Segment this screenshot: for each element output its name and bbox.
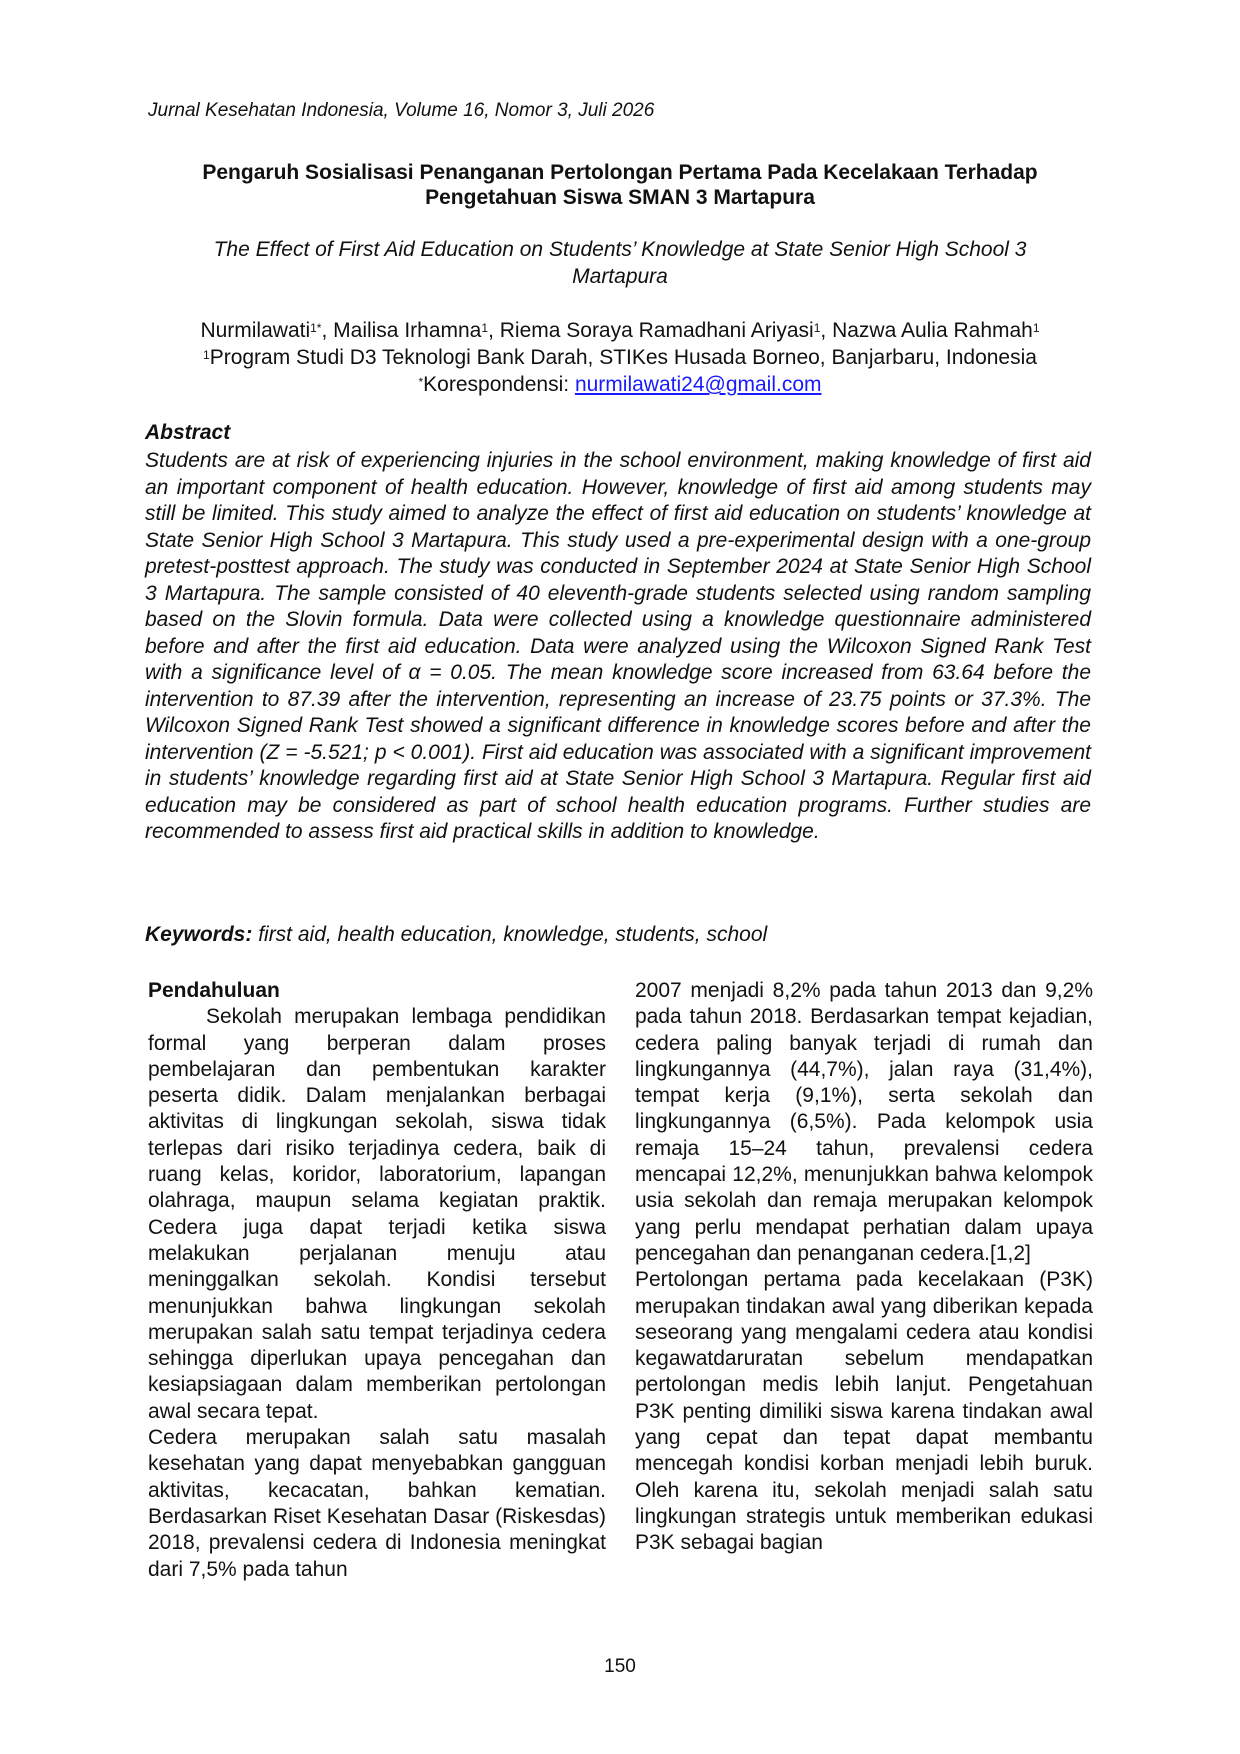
correspondence [130,371,1110,398]
keywords-label: Keywords: [145,923,253,946]
author-3-sup: 1 [813,321,821,335]
paper-title-english [130,236,1110,290]
email-link[interactable]: nurmilawati24@gmail.com [574,373,822,396]
title-en-line-2: Martapura [572,265,668,288]
abstract-heading: Abstract [145,421,231,444]
title-line-2: Pengetahuan Siswa SMAN 3 Martapura [425,186,815,209]
paper-title [130,160,1110,210]
right-column [635,978,1093,1557]
intro-paragraph-1: Sekolah merupakan lembaga pendidikan formal yang berperan dalam proses pembelajaran dan pembentukan karakter peserta didik. Dalam menjalankan berbagai aktivitas di lingkungan sekolah, siswa tidak terlepas dari risiko terjadinya cedera, baik di ruang kelas, koridor, laboratorium, lapangan olahraga, maupun selama kegiatan praktik. Cedera juga dapat terjadi ketika siswa melakukan perjalanan menuju atau meninggalkan sekolah. Kondisi tersebut menunjukkan bahwa lingkungan sekolah merupakan salah satu tempat terjadinya cedera sehingga diperlukan upaya pencegahan dan kesiapsiagaan dalam memberikan pertolongan awal secara tepat. [148,1005,606,1423]
abstract-text: Students are at risk of experiencing injuries in the school environment, making knowledge of first aid an important component of health education. However, knowledge of first aid among students may still be limited. This study aimed to analyze the effect of first aid education on students’ knowledge at State Senior High School 3 Martapura. This study used a pre-experimental design with a one-group pretest-posttest approach. The study was conducted in September 2024 at State Senior High School 3 Martapura. The sample consisted of 40 eleventh-grade students selected using random sampling based on the Slovin formula. Data were collected using a knowledge questionnaire administered before and after the first aid education. Data were analyzed using the Wilcoxon Signed Rank Test with a significance level of α = 0.05. The mean knowledge score increased from 63.64 before the intervention to 87.39 after the intervention, representing an increase of 23.75 points or 37.3%. The Wilcoxon Signed Rank Test showed a significant difference in knowledge scores before and after the intervention (Z = -5.521; p < 0.001). First aid education was associated with a significant improvement in students’ knowledge regarding first aid at State Senior High School 3 Martapura. Regular first aid education may be considered as part of school health education programs. Further studies are recommended to assess first aid practical skills in addition to knowledge. [145,449,1091,843]
intro-paragraph-3: Pertolongan pertama pada kecelakaan (P3K) merupakan tindakan awal yang diberikan kepada seseorang yang mengalami cedera atau kondisi kegawatdaruratan sebelum mendapatkan pertolongan medis lebih lanjut. Pengetahuan P3K penting dimiliki siswa karena tindakan awal yang cepat dan tepat dapat membantu mencegah kondisi korban menjadi lebih buruk. Oleh karena itu, sekolah menjadi salah satu lingkungan strategis untuk memberikan edukasi P3K sebagai bagian [635,1268,1093,1555]
keywords [145,923,767,947]
title-en-line-1: The Effect of First Aid Education on Students’ Knowledge at State Senior High School 3 [213,238,1027,261]
author-3: Riema Soraya Ramadhani Ariyasi [499,319,814,342]
affiliation-sup: 1 [203,348,210,362]
section-heading-pendahuluan: Pendahuluan [148,979,280,1002]
correspondence-sup: * [418,375,424,389]
author-2-sup: 1 [481,321,489,335]
title-line-1: Pengaruh Sosialisasi Penanganan Pertolongan Pertama Pada Kecelakaan Terhadap [202,161,1038,184]
author-2: Mailisa Irhamna [333,319,482,342]
author-1: Nurmilawati [200,319,311,342]
left-column [148,978,606,1583]
correspondence-label: Korespondensi: [423,373,575,396]
author-list: Nurmilawati$^{1*}$, Mailisa Irhamna$^1$, Riema Soraya Ramadhani Ariyasi$^1$, Nazwa Aulia Rahmah$^1$ [200,319,1040,342]
author-4-sup: 1 [1032,321,1040,335]
journal-header: Jurnal Kesehatan Indonesia, Volume 16, Nomor 3, Juli 2026 [148,100,655,121]
affiliation [130,344,1110,371]
author-1-sup: 1* [310,321,322,335]
intro-paragraph-2-continued: 2007 menjadi 8,2% pada tahun 2013 dan 9,2% pada tahun 2018. Berdasarkan tempat kejadian, cedera paling banyak terjadi di rumah dan lingkungannya (44,7%), jalan raya (31,4%), tempat kerja (9,1%), serta sekolah dan lingkungannya (6,5%). Pada kelompok usia remaja 15–24 tahun, prevalensi cedera mencapai 12,2%, menunjukkan bahwa kelompok usia sekolah dan remaja merupakan kelompok yang perlu mendapat perhatian dalam upaya pencegahan dan penanganan cedera.[1,2] [635,979,1093,1265]
author-4: Nazwa Aulia Rahmah [832,319,1033,342]
affiliation-text: Program Studi D3 Teknologi Bank Darah, STIKes Husada Borneo, Banjarbaru, Indonesia [209,346,1037,369]
keywords-text: first aid, health education, knowledge, students, school [252,923,768,946]
page-number: 150 [604,1656,636,1677]
intro-paragraph-2: Cedera merupakan salah satu masalah kesehatan yang dapat menyebabkan gangguan aktivitas, kecacatan, bahkan kematian. Berdasarkan Riset Kesehatan Dasar (Riskesdas) 2018, prevalensi cedera di Indonesia meningkat dari 7,5% pada tahun [148,1426,606,1581]
author-block [130,317,1110,398]
